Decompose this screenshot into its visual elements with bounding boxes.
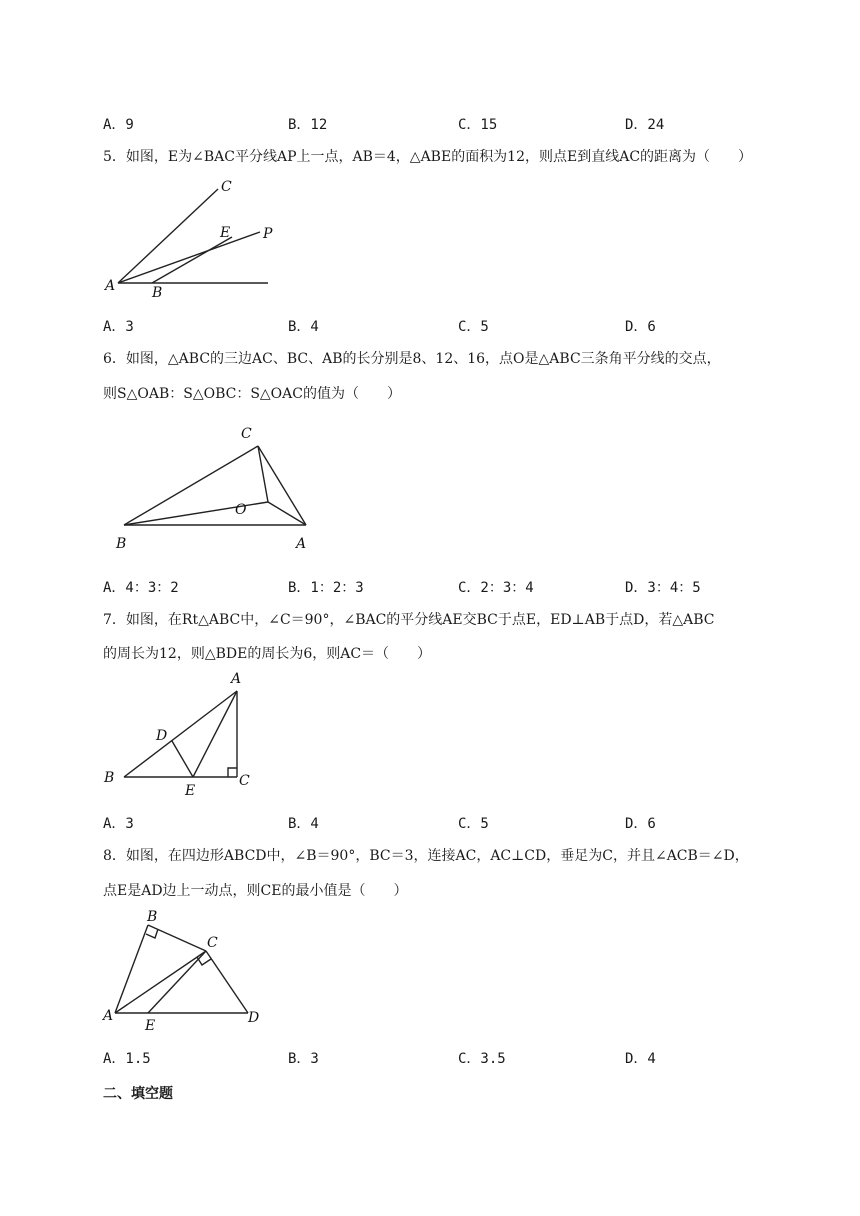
q5-label-b: B [152,285,163,301]
q7-side-ab [124,691,237,777]
q6-option-c[interactable]: C．2：3：4 [458,580,534,596]
q5-label-a: A [105,278,116,294]
q8-label-e: E [145,1018,156,1034]
q7-label-c: C [239,773,250,789]
q7-option-a[interactable]: A．3 [103,816,134,832]
q7-label-e: E [185,783,196,799]
q4-option-a[interactable]: A．9 [103,117,134,133]
q5-label-c: C [221,179,232,195]
q7-option-d[interactable]: D．6 [625,816,656,832]
q5-option-a[interactable]: A．3 [103,319,134,335]
q6-bisector-ao [268,502,306,525]
q5-figure [100,175,290,305]
q7-label-d: D [156,728,168,744]
q5-option-b[interactable]: B．4 [288,319,319,335]
q7-label-b: B [104,770,115,786]
q5-line-ac [118,189,218,283]
q8-figure [100,905,275,1035]
section-title-fill-in: 二、填空题 [103,1086,173,1102]
q5-option-c[interactable]: C．5 [458,319,489,335]
q7-bisector-ae [193,691,237,777]
q6-figure [110,420,330,555]
q5-label-e: E [220,225,231,241]
q6-label-a: A [296,536,307,552]
q7-right-angle-mark [228,768,237,777]
q8-label-d: D [248,1010,260,1026]
q8-side-ab [115,925,148,1013]
q6-label-b: B [116,536,127,552]
q6-label-o: O [235,502,247,518]
q4-option-c[interactable]: C．15 [458,117,498,133]
q6-option-a[interactable]: A．4：3：2 [103,580,179,596]
q8-segment-ce [148,951,206,1013]
q8-label-c: C [207,935,218,951]
q5-line-be [152,237,232,283]
q7-option-b[interactable]: B．4 [288,816,319,832]
q8-option-c[interactable]: C．3.5 [458,1051,506,1067]
q8-label-b: B [147,909,158,925]
q8-stem-line2: 点E是AD边上一动点，则CE的最小值是（ ） [103,883,408,899]
q7-stem-line2: 的周长为12，则△BDE的周长为6，则AC＝（ ） [103,646,432,662]
q8-side-cd [206,951,248,1013]
q8-stem-line1: 8．如图，在四边形ABCD中，∠B＝90°，BC＝3，连接AC，AC⊥CD，垂足为C，并且∠ACB＝∠D， [103,848,749,864]
q8-option-b[interactable]: B．3 [288,1051,319,1067]
q5-label-p: P [263,226,273,242]
q5-stem: 5．如图，E为∠BAC平分线AP上一点，AB＝4，△ABE的面积为12，则点E到直线AC的距离为（ ） [103,149,753,165]
q6-option-d[interactable]: D．3：4：5 [625,580,701,596]
q4-option-d[interactable]: D．24 [625,117,665,133]
q7-stem-line1: 7．如图，在Rt△ABC中，∠C＝90°，∠BAC的平分线AE交BC于点E，ED⊥AB于点D，若△ABC [103,612,715,628]
q5-line-ap [118,232,260,283]
q6-label-c: C [241,426,252,442]
q6-stem-line1: 6．如图，△ABC的三边AC、BC、AB的长分别是8、12、16，点O是△ABC三条角平分线的交点， [103,351,721,367]
q8-side-bc [148,925,206,951]
q7-perp-ed [172,741,193,777]
q8-option-d[interactable]: D．4 [625,1051,656,1067]
q7-option-c[interactable]: C．5 [458,816,489,832]
q7-figure [100,665,270,800]
q5-option-d[interactable]: D．6 [625,319,656,335]
q7-label-a: A [231,671,242,687]
q8-option-a[interactable]: A．1.5 [103,1051,151,1067]
q4-option-b[interactable]: B．12 [288,117,328,133]
q6-option-b[interactable]: B．1：2：3 [288,580,364,596]
q6-stem-line2: 则S△OAB：S△OBC：S△OAC的值为（ ） [103,386,401,402]
q8-diagonal-ac [115,951,206,1013]
q8-right-angle-mark-b [146,929,158,938]
q8-label-a: A [103,1008,114,1024]
